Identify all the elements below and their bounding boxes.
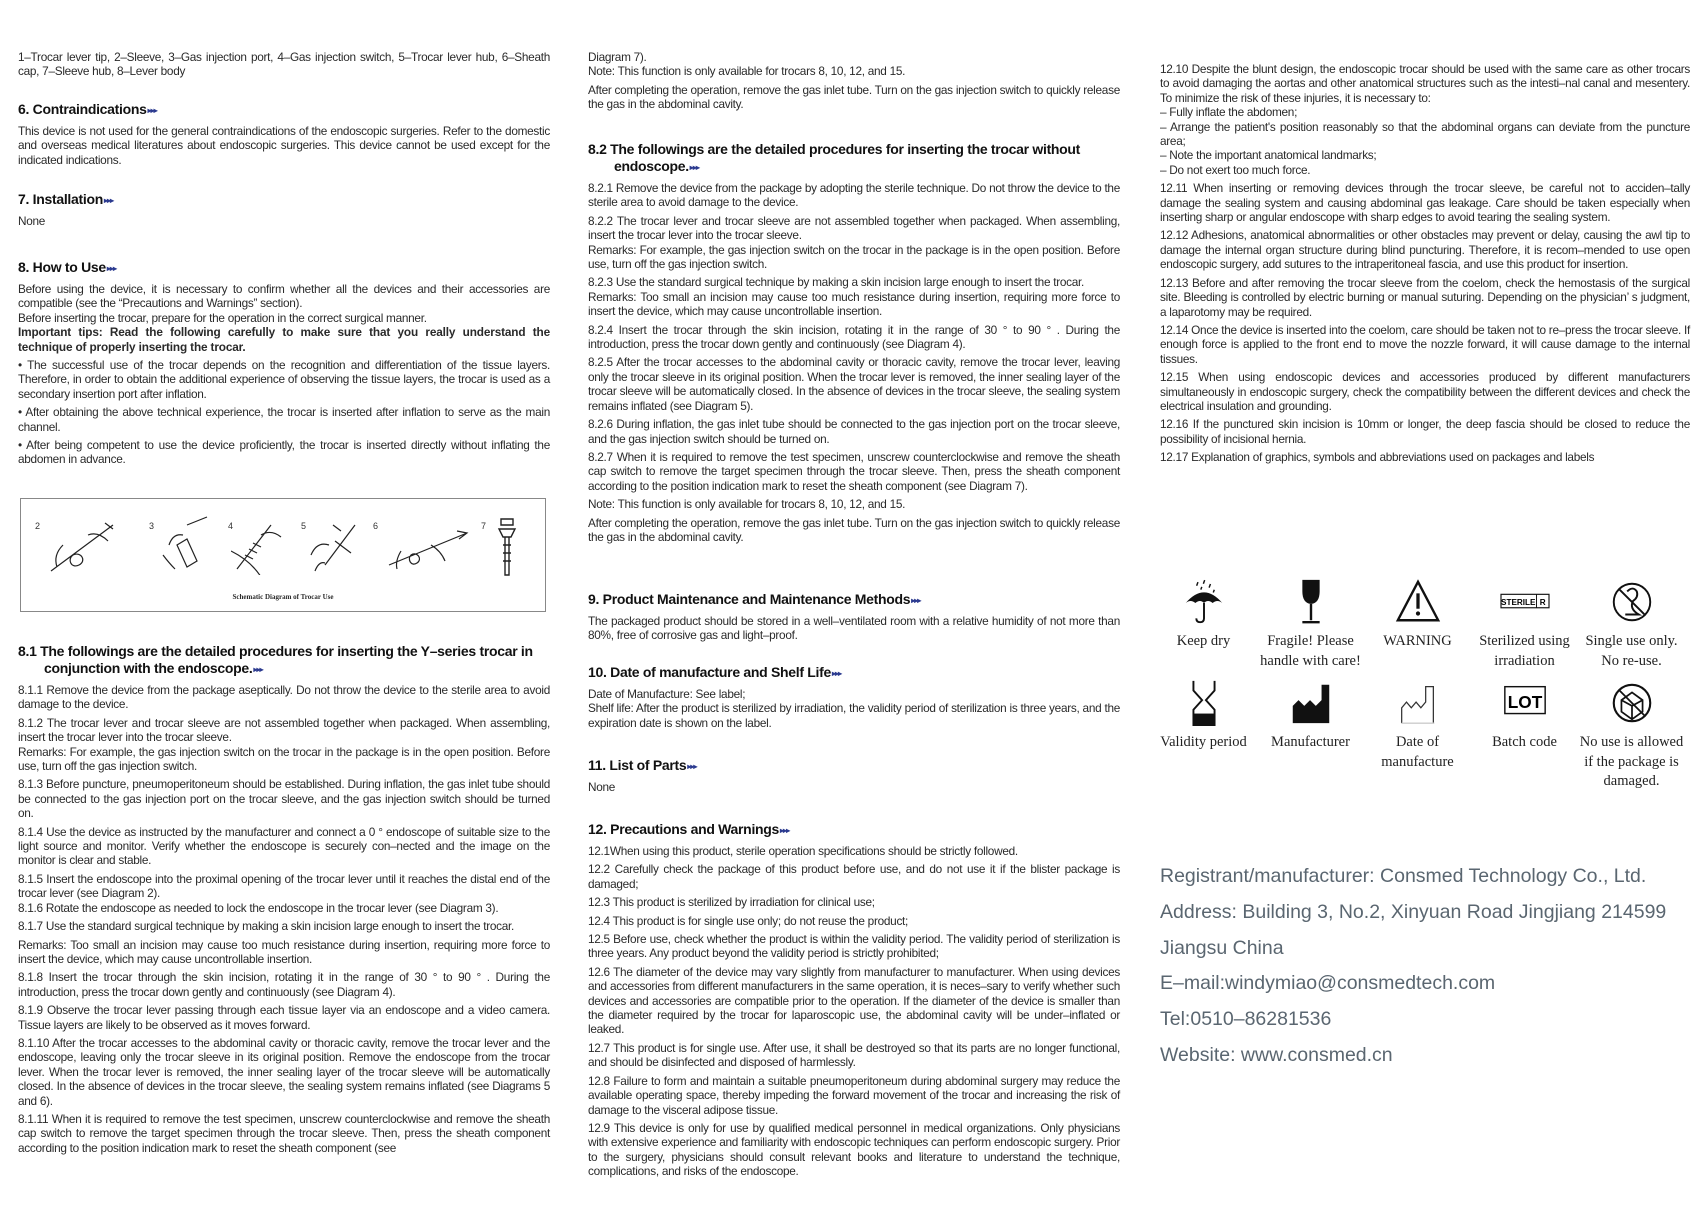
triple-arrow-icon: ▸▸▸ bbox=[780, 826, 790, 835]
section-title: 7. Installation bbox=[18, 191, 103, 207]
section-contraindications bbox=[18, 101, 550, 171]
paragraph: 8.1.2 The trocar lever and trocar sleeve are not assembled together when packaged. When assembling, insert the trocar lever into the trocar sleeve. Remarks: For example, the gas injection switch on the trocar in the package is in the open position. Before use, turn off the gas injection switch. bbox=[18, 715, 550, 774]
symbol-do-not-reuse bbox=[1578, 578, 1685, 671]
paragraph: 12.2 Carefully check the package of this product before use, and do not use it if the blister package is damaged; bbox=[588, 862, 1120, 891]
section-heading bbox=[588, 664, 1120, 682]
section-heading bbox=[18, 259, 550, 277]
step-3-illustration bbox=[157, 515, 212, 575]
step-7-illustration bbox=[493, 515, 523, 581]
svg-text:R: R bbox=[1539, 597, 1546, 607]
paragraph: Remarks: Too small an incision may cause too much resistance during insertion, requiring more force to insert the device, which may cause uncontrollable insertion. bbox=[18, 937, 550, 966]
diagram-number: 6 bbox=[373, 521, 379, 531]
paragraph: 8.2.1 Remove the device from the package by adopting the sterile technique. Do not throw the device to the sterile area to avoid damage to the device. bbox=[588, 181, 1120, 210]
section-heading bbox=[588, 757, 1120, 775]
hourglass-icon bbox=[1150, 679, 1257, 727]
phone-line: Tel:0510–86281536 bbox=[1160, 1008, 1332, 1031]
paragraph: 8.1.4 Use the device as instructed by the manufacturer and connect a 0 ° endoscope of suitable size to the light source and monitor. Verify whether the endoscope is securely con–nected and the image on the monitor is clear and stable. bbox=[18, 824, 550, 868]
diagram-number: 4 bbox=[228, 521, 234, 531]
paragraph: 8.2.5 After the trocar accesses to the abdominal cavity or thoracic cavity, remove the trocar lever, leaving only the trocar sleeve in its original position. When the trocar lever is removed, the inner sealing layer of the trocar sleeve will be automatically closed. In the absence of devices in the trocar sleeve, the sealing system remains inflated (see Diagram 5). bbox=[588, 355, 1120, 413]
paragraph: • After being competent to use the device proficiently, the trocar is inserted directly without inflating the abdomen in advance. bbox=[18, 438, 550, 467]
section-title: 9. Product Maintenance and Maintenance Methods bbox=[588, 591, 911, 607]
paragraph: 12.3 This product is sterilized by irradiation for clinical use; bbox=[588, 895, 875, 910]
website-line: Website: www.consmed.cn bbox=[1160, 1043, 1393, 1066]
symbol-sterile-r bbox=[1471, 578, 1578, 671]
paragraph: 12.7 This product is for single use. After use, it shall be destroyed so that its parts are no longer functional, and should be disinfected and disposed of harmlessly. bbox=[588, 1040, 1120, 1070]
section-heading bbox=[588, 591, 1120, 609]
paragraph: After completing the operation, remove the gas inlet tube. Turn on the gas injection switch to quickly release the gas in the abdominal cavity. bbox=[588, 82, 1120, 112]
section-heading bbox=[588, 141, 1120, 176]
triple-arrow-icon: ▸▸▸ bbox=[832, 669, 842, 678]
paragraph: 8.1.10 After the trocar accesses to the abdominal cavity or thoracic cavity, remove the trocar lever and the endoscope, leaving only the trocar sleeve in its original position. Remove the endoscope from the trocar lever. When the trocar lever is removed, the inner sealing layer of the trocar sleeve will be automatically closed. In the absence of devices in the trocar sleeve, the sealing system remains inflated (see Diagrams 5 and 6). bbox=[18, 1035, 550, 1108]
paragraph: 12.10 Despite the blunt design, the endoscopic trocar should be used with the same care as other trocars to avoid damaging the aortas and other anatomical structures such as the intesti–nal canal and mesentery. To minimize the risk of these injuries, it is necessary to: – Fully inflate the abdomen; – Arrange the patient's position reasonably so that the abdominal organs can deviate from the puncture area; – Note the important anatomical landmarks; – Do not exert too much force. bbox=[1160, 62, 1690, 177]
symbol-warning-triangle bbox=[1364, 578, 1471, 671]
parts-caption: 1–Trocar lever tip, 2–Sleeve, 3–Gas injection port, 4–Gas injection switch, 5–Trocar lever hub, 6–Sheath cap, 7–Sleeve hub, 8–Lever body bbox=[18, 50, 550, 79]
paragraph: None bbox=[18, 214, 46, 228]
section-title: 10. Date of manufacture and Shelf Life bbox=[588, 664, 831, 680]
diagram-caption: Schematic Diagram of Trocar Use bbox=[232, 593, 334, 601]
triple-arrow-icon: ▸▸▸ bbox=[911, 596, 921, 605]
paragraph: Before using the device, it is necessary to confirm whether all the devices and their accessories are compatible (see the “Precautions and Warnings” section). Before inserting the trocar, prepare for the operation in the correct surgical manner. bbox=[18, 282, 550, 325]
symbol-label: Keep dry bbox=[1176, 633, 1231, 649]
section-list-of-parts bbox=[588, 757, 1120, 798]
step-2-illustration bbox=[43, 515, 123, 575]
symbol-fragile-glass bbox=[1257, 578, 1364, 671]
sterile-label: STERILE bbox=[1500, 597, 1536, 607]
paragraph: Diagram 7). Note: This function is only available for trocars 8, 10, 12, and 15. bbox=[588, 50, 906, 79]
paragraph: Date of Manufacture: See label; Shelf life: After the product is sterilized by irradiation, the validity period of sterilization is three years, and the expiration date is shown on the label. bbox=[588, 687, 1120, 730]
triple-arrow-icon: ▸▸▸ bbox=[147, 106, 157, 115]
paragraph: 12.5 Before use, check whether the product is within the validity period. The validity period of sterilization is three years. Any product beyond the validity period is strictly prohibited; bbox=[588, 932, 1120, 961]
triple-arrow-icon: ▸▸▸ bbox=[106, 264, 116, 273]
section-8-1-with-endoscope bbox=[18, 643, 550, 1159]
paragraph: 8.1.9 Observe the trocar lever passing through each tissue layer via an endoscope and a video camera. Tissue layers are likely to be observed as it moves forward. bbox=[18, 1003, 550, 1032]
symbol-umbrella-rain bbox=[1150, 578, 1257, 671]
triple-arrow-icon: ▸▸▸ bbox=[689, 163, 699, 172]
manufacturer-contact bbox=[1160, 862, 1666, 1077]
diagram-number: 5 bbox=[301, 521, 307, 531]
section-heading bbox=[588, 821, 1120, 839]
lot-icon bbox=[1471, 679, 1578, 727]
section-8-2-without-endoscope bbox=[588, 141, 1120, 548]
do-not-reuse-icon bbox=[1578, 578, 1685, 626]
section-title: 12. Precautions and Warnings bbox=[588, 821, 780, 837]
paragraph: None bbox=[588, 780, 616, 794]
triple-arrow-icon: ▸▸▸ bbox=[687, 762, 697, 771]
symbol-factory-outline bbox=[1364, 679, 1471, 792]
trocar-use-diagram bbox=[20, 498, 546, 612]
triple-arrow-icon: ▸▸▸ bbox=[253, 665, 263, 674]
warning-triangle-icon bbox=[1364, 578, 1471, 626]
address-line: Address: Building 3, No.2, Xinyuan Road Jingjiang 214599 bbox=[1160, 900, 1667, 923]
diagram-number: 2 bbox=[35, 521, 41, 531]
fragile-glass-icon bbox=[1257, 578, 1364, 626]
symbol-label: Validity period bbox=[1160, 734, 1247, 750]
section-heading bbox=[18, 101, 550, 119]
symbol-label: Sterilized using irradiation bbox=[1479, 633, 1570, 669]
paragraph: 8.1.5 Insert the endoscope into the proximal opening of the trocar lever until it reaches the distal end of the trocar lever (see Diagram 2). 8.1.6 Rotate the endoscope as needed to lock the endoscope in the trocar lever (see Diagram 3). bbox=[18, 871, 550, 915]
section-maintenance bbox=[588, 591, 1120, 647]
triple-arrow-icon: ▸▸▸ bbox=[103, 196, 114, 205]
step-5-illustration bbox=[305, 515, 365, 575]
svg-text:LOT: LOT bbox=[1507, 691, 1542, 712]
paragraph: 12.1When using this product, sterile operation specifications should be strictly followed. bbox=[588, 844, 1018, 858]
paragraph: 8.1.1 Remove the device from the package aseptically. Do not throw the device to the sterile area to avoid damage to the device. bbox=[18, 683, 550, 712]
paragraph: 12.8 Failure to form and maintain a suitable pneumoperitoneum during abdominal surgery may reduce the available operating space, thereby impeding the forward movement of the trocar and increasing the risk of damage to the visceral adipose tissue. bbox=[588, 1073, 1120, 1117]
paragraph: 12.16 If the punctured skin incision is 10mm or longer, the deep fascia should be closed to reduce the possibility of incisional hernia. bbox=[1160, 417, 1690, 446]
paragraph: 12.15 When using endoscopic devices and accessories produced by different manufacturers simultaneously in endoscopic surgery, check the compatibility between the different devices and check the electrical insulation and grounding. bbox=[1160, 370, 1690, 413]
paragraph: 12.13 Before and after removing the trocar sleeve from the coelom, check the hemostasis of the surgical site. Bleeding is controlled by electric burning or manual suturing. Depending on the physician’ s judgment, a laparotomy may be required. bbox=[1160, 275, 1690, 319]
section-title: 6. Contraindications bbox=[18, 101, 147, 117]
province-line: Jiangsu China bbox=[1160, 936, 1284, 959]
section-precautions bbox=[588, 821, 1120, 1183]
section-heading bbox=[18, 191, 550, 209]
paragraph: 12.12 Adhesions, anatomical abnormalities or other obstacles may prevent or delay, causing the awl tip to damage the internal organ structure during blind puncturing. Therefore, it is recom–mended to use open endoscopic surgery, add sutures to the intraperitoneal fascia, and use this product for insertion. bbox=[1160, 228, 1690, 272]
section-title: 8.2 The followings are the detailed procedures for inserting the trocar without endoscope. bbox=[588, 141, 1081, 174]
paragraph: 12.6 The diameter of the device may vary slightly from manufacturer to manufacturer. When using devices and accessories from different manufacturers in the same operation, it is neces–sary to verify whether such devices and accessories are compatible prior to the operation. If the diameter of the device is smaller than the diameter required by the trocar for laparoscopic use, the abdominal cavity will be under–inflated or leaked. bbox=[588, 964, 1120, 1037]
paragraph: • The successful use of the trocar depends on the recognition and differentiation of the tissue layers. Therefore, in order to obtain the additional experience of observing the tissue layers, the trocar is used as a secondary insertion port after inflation. bbox=[18, 358, 550, 401]
paragraph: 8.2.4 Insert the trocar through the skin incision, rotating it in the range of 30 ° to 90 ° . During the introduction, press the trocar down gently and continuously (see Diagram 4). bbox=[588, 322, 1120, 352]
sterile-r-icon bbox=[1471, 578, 1578, 626]
paragraph: The packaged product should be stored in a well–ventilated room with a relative humidity of not more than 80%, free of corrosive gas and light–proof. bbox=[588, 614, 1120, 643]
paragraph: 12.11 When inserting or removing devices through the trocar sleeve, be careful not to acciden–tally damage the sealing system and causing abdominal gas leakage. Care should be taken especially when inserting sharp or angular endoscope with sharp edges to avoid tearing the sealing system. bbox=[1160, 181, 1690, 225]
paragraph: 8.1.3 Before puncture, pneumoperitoneum should be established. During inflation, the gas inlet tube should be connected to the gas injection port on the trocar sleeve, and the gas injection switch should be turned on. bbox=[18, 777, 550, 821]
symbol-label: Single use only. No re-use. bbox=[1585, 633, 1678, 669]
section-title: 8. How to Use bbox=[18, 259, 106, 275]
section-title: 8.1 The followings are the detailed procedures for inserting the Y–series trocar in conjunction with the endoscope. bbox=[18, 643, 533, 676]
section-heading bbox=[18, 643, 550, 678]
paragraph: 12.17 Explanation of graphics, symbols and abbreviations used on packages and labels bbox=[1160, 450, 1595, 465]
step-4-illustration bbox=[231, 515, 286, 575]
symbol-label: Batch code bbox=[1492, 734, 1557, 750]
section-how-to-use bbox=[18, 259, 550, 471]
diagram-number: 7 bbox=[481, 521, 487, 531]
factory-outline-icon bbox=[1364, 679, 1471, 727]
paragraph: 8.1.11 When it is required to remove the test specimen, unscrew counterclockwise and remove the sheath cap switch to remove the target specimen through the trocar sleeve. Then, press the sheath component according to the position indication mark to reset the sheath component (see bbox=[18, 1111, 550, 1155]
section-title: 11. List of Parts bbox=[588, 757, 687, 773]
symbol-label: No use is allowed if the package is damaged. bbox=[1579, 734, 1684, 789]
symbol-factory-filled bbox=[1257, 679, 1364, 792]
symbol-label: Manufacturer bbox=[1271, 734, 1350, 750]
paragraph: 8.2.7 When it is required to remove the test specimen, unscrew counterclockwise and remove the sheath cap switch to remove the target specimen through the trocar sleeve. Then, press the sheath component according to the position indication mark to reset the sheath component (see Diagram 7). bbox=[588, 449, 1120, 493]
registrant-line: Registrant/manufacturer: Consmed Technology Co., Ltd. bbox=[1160, 865, 1647, 887]
paragraph: • After obtaining the above technical experience, the trocar is inserted after inflation to serve as the main channel. bbox=[18, 405, 550, 434]
symbols-legend bbox=[1150, 578, 1690, 792]
umbrella-rain-icon bbox=[1150, 578, 1257, 626]
symbol-label: WARNING bbox=[1383, 633, 1452, 649]
paragraph: After completing the operation, remove the gas inlet tube. Turn on the gas injection switch to quickly release the gas in the abdominal cavity. bbox=[588, 515, 1120, 544]
diagram-number: 3 bbox=[149, 521, 155, 531]
factory-filled-icon bbox=[1257, 679, 1364, 727]
section-precautions-continued bbox=[1160, 62, 1690, 469]
paragraph: This device is not used for the general contraindications of the endoscopic surgeries. Refer to the domestic and overseas medical literatures about endoscopic surgeries. This device cannot be used except for the indicated indications. bbox=[18, 124, 550, 167]
damaged-package-icon bbox=[1578, 679, 1685, 727]
symbol-label: Date of manufacture bbox=[1381, 734, 1454, 770]
section-8-1-continued bbox=[588, 50, 1120, 116]
symbol-hourglass bbox=[1150, 679, 1257, 792]
paragraph: 12.4 This product is for single use only; do not reuse the product; bbox=[588, 913, 909, 928]
symbol-lot bbox=[1471, 679, 1578, 792]
section-shelf-life bbox=[588, 664, 1120, 734]
paragraph: 12.9 This device is only for use by qualified medical personnel in medical organizations. Only physicians with extensive experience and familiarity with endoscopic techniques can perform endoscopic surgery. Prior to the surgery, physicians should consult relevant books and literature to understand the technique, complications, and risks of the endoscope. bbox=[588, 1120, 1120, 1179]
paragraph: 8.2.3 Use the standard surgical technique by making a skin incision large enough to insert the trocar. Remarks: Too small an incision may cause too much resistance during insertion, requiring more force to insert the device, which may cause uncontrollable insertion. bbox=[588, 275, 1120, 319]
symbol-label: Fragile! Please handle with care! bbox=[1260, 633, 1361, 669]
paragraph: 12.14 Once the device is inserted into the coelom, care should be taken not to re–press the trocar sleeve. If enough force is applied to the front end to move the nozzle forward, it will cause damage to the internal tissues. bbox=[1160, 322, 1690, 366]
step-6-illustration bbox=[381, 515, 471, 575]
paragraph: 8.1.7 Use the standard surgical technique by making a skin incision large enough to insert the trocar. bbox=[18, 919, 515, 934]
parts-caption-block bbox=[18, 50, 550, 83]
paragraph: 8.2.2 The trocar lever and trocar sleeve are not assembled together when packaged. When assembling, insert the trocar lever into the trocar sleeve. Remarks: For example, the gas injection switch on the trocar in the package is in the open position. Before use, turn off the gas injection switch. bbox=[588, 213, 1120, 272]
symbol-damaged-package bbox=[1578, 679, 1685, 792]
paragraph: 8.1.8 Insert the trocar through the skin incision, rotating it in the range of 30 ° to 90 ° . During the introduction, press the trocar down gently and continuously (see Diagram 4). bbox=[18, 970, 550, 999]
section-installation bbox=[18, 191, 550, 232]
important-tip: Important tips: Read the following carefully to make sure that you really understand the technique of properly inserting the trocar. bbox=[18, 325, 550, 354]
paragraph: 8.2.6 During inflation, the gas inlet tube should be connected to the gas injection port on the trocar sleeve, and the gas injection switch should be turned on. bbox=[588, 417, 1120, 446]
email-line: E–mail:windymiao@consmedtech.com bbox=[1160, 972, 1496, 995]
paragraph: Note: This function is only available for trocars 8, 10, 12, and 15. bbox=[588, 497, 906, 512]
